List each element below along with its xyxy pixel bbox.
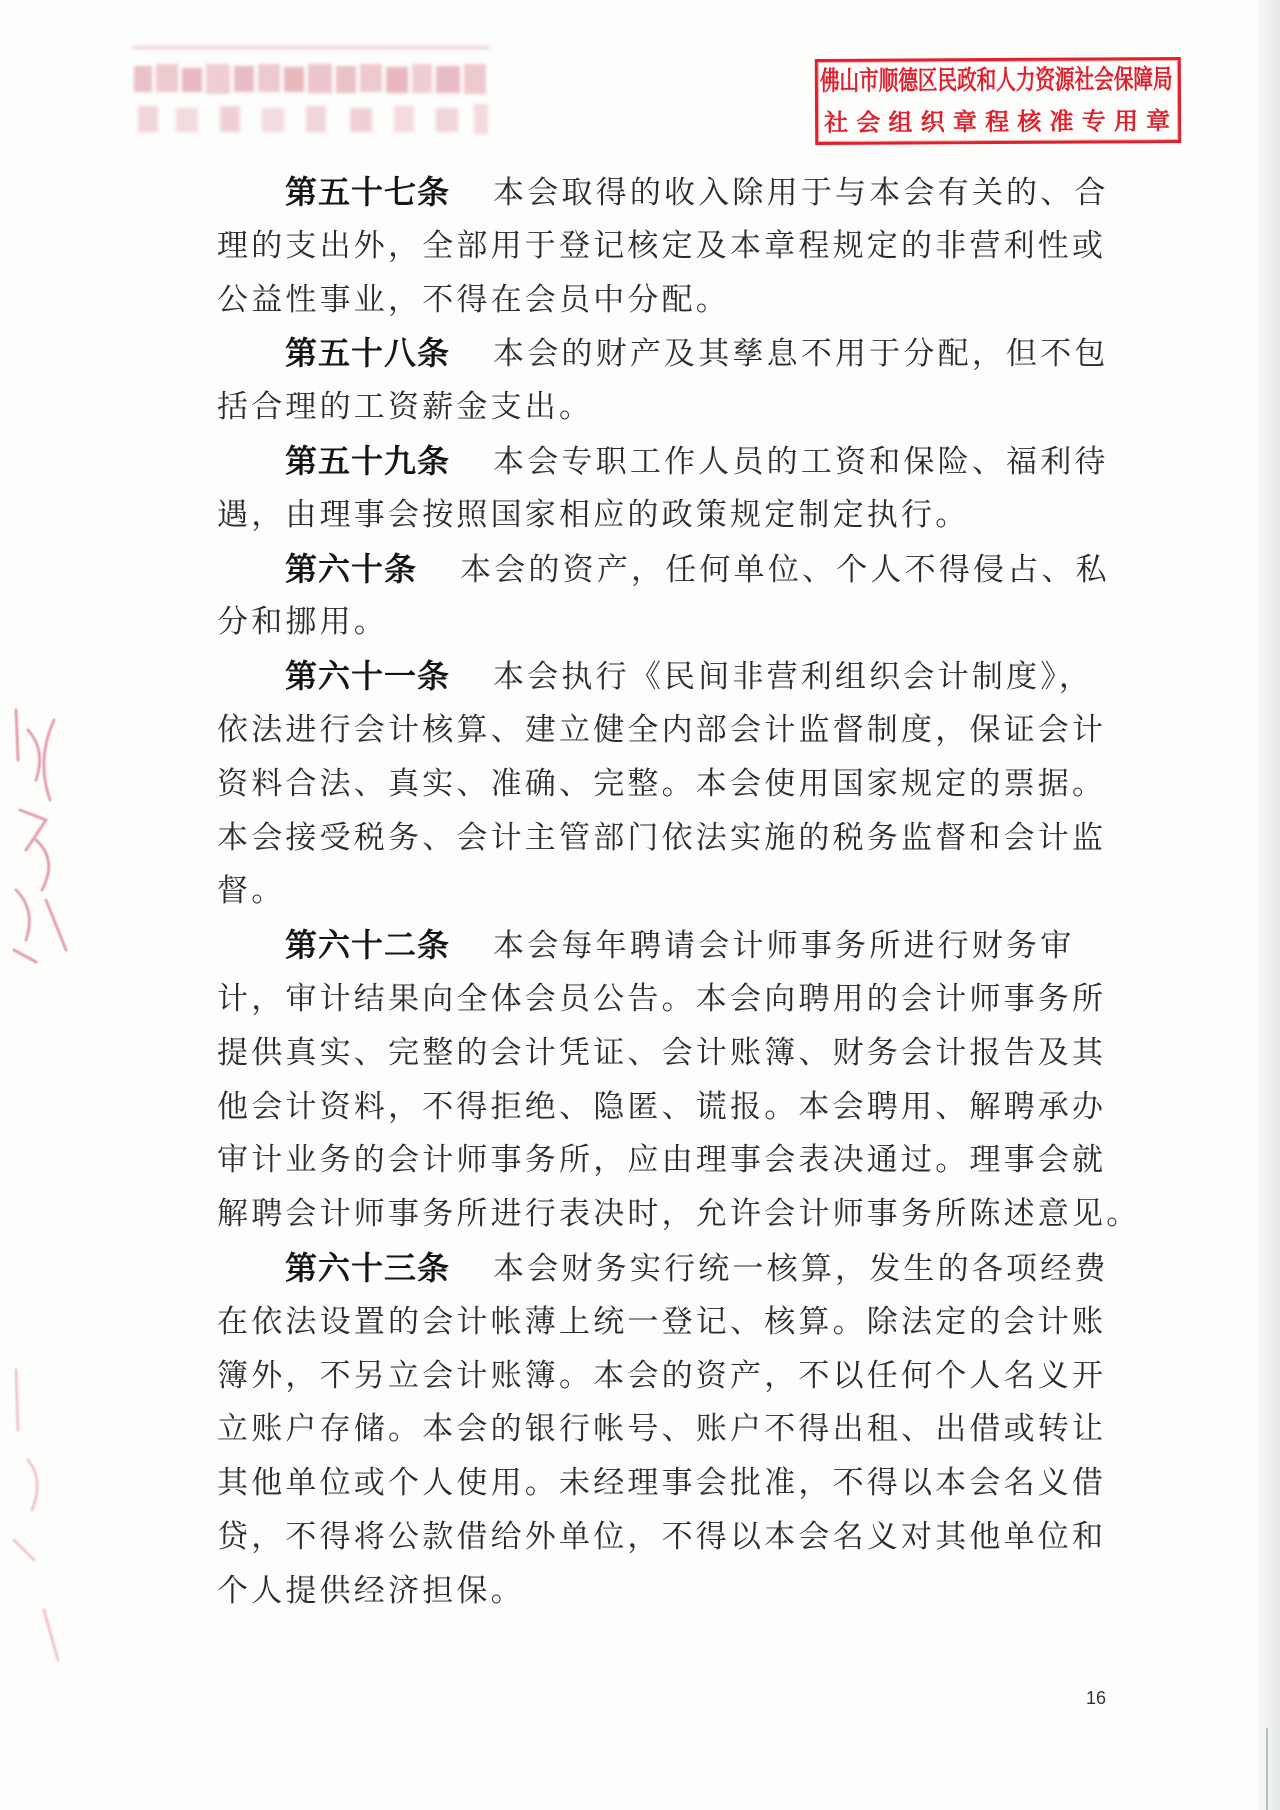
article-61-line-2: 依法进行会计核算、建立健全内部会计监督制度，保证会计: [217, 711, 1107, 748]
article-60-heading: 第六十条: [285, 549, 418, 588]
article-62-heading: 第六十二条: [285, 926, 451, 965]
page-number: 16: [1086, 1688, 1107, 1708]
article-61-line-5: 督。: [217, 873, 286, 910]
article-63-line-4: 立账户存储。本会的银行帐号、账户不得出租、出借或转让: [217, 1411, 1107, 1448]
article-61-heading: 第六十一条: [285, 657, 451, 696]
article-57-line-2: 理的支出外，全部用于登记核定及本章程规定的非营利性或: [217, 227, 1107, 264]
article-58-text: 本会的财产及其孳息不用于分配，但不包: [493, 336, 1109, 373]
article-60-text: 本会的资产，任何单位、个人不得侵占、私: [460, 551, 1110, 588]
article-62-text: 本会每年聘请会计师事务所进行财务审: [493, 928, 1075, 965]
article-59-line-2: 遇，由理事会按照国家相应的政策规定制定执行。: [217, 496, 970, 533]
article-62-line-3: 提供真实、完整的会计凭证、会计账簿、财务会计报告及其: [217, 1034, 1107, 1071]
article-63-heading: 第六十三条: [285, 1248, 451, 1287]
article-60-line-2: 分和挪用。: [217, 604, 388, 641]
article-63-line-2: 在依法设置的会计帐薄上统一登记、核算。除法定的会计账: [217, 1303, 1107, 1340]
article-63-text: 本会财务实行统一核算，发生的各项经费: [493, 1250, 1109, 1287]
article-61-text: 本会执行《民间非营利组织会计制度》，: [493, 659, 1094, 696]
faded-stamp-icon: [128, 44, 494, 150]
article-63-line-3: 簿外，不另立会计账簿。本会的资产，不以任何个人名义开: [217, 1357, 1107, 1394]
article-63-line-1: [217, 1242, 1217, 1296]
article-60-line-1: [217, 543, 1217, 597]
article-58-line-2: 括合理的工资薪金支出。: [217, 389, 594, 426]
margin-seal-trace-icon: [6, 700, 76, 970]
article-57-line-3: 公益性事业，不得在会员中分配。: [217, 281, 730, 318]
scan-edge-shadow: [1258, 0, 1280, 1810]
article-59-text: 本会专职工作人员的工资和保险、福利待: [493, 443, 1109, 480]
article-63-line-7: 个人提供经济担保。: [217, 1572, 525, 1609]
article-58-heading: 第五十八条: [285, 334, 451, 373]
articles-body: [217, 166, 1217, 1619]
article-61-line-3: 资料合法、真实、准确、完整。本会使用国家规定的票据。: [217, 765, 1107, 802]
margin-seal-trace-lower-icon: [4, 1360, 64, 1680]
article-57-heading: 第五十七条: [285, 173, 451, 211]
approval-seal: [815, 57, 1181, 145]
article-63-line-5: 其他单位或个人使用。未经理事会批准，不得以本会名义借: [217, 1465, 1107, 1502]
seal-authority-text: 佛山市顺德区民政和人力资源社会保障局: [819, 63, 1173, 97]
article-59-heading: 第五十九条: [285, 441, 451, 480]
seal-purpose-text: 社会组织章程核准专用章: [824, 107, 1179, 137]
article-63-line-6: 贷，不得将公款借给外单位，不得以本会名义对其他单位和: [217, 1518, 1107, 1555]
article-58-line-1: [217, 327, 1217, 381]
article-59-line-1: [217, 435, 1217, 489]
article-62-line-6: 解聘会计师事务所进行表决时，允许会计师事务所陈述意见。: [217, 1196, 1141, 1233]
article-62-line-4: 他会计资料，不得拒绝、隐匿、谎报。本会聘用、解聘承办: [217, 1088, 1107, 1125]
article-57-text: 本会取得的收入除用于与本会有关的、合: [493, 175, 1109, 211]
article-57-line-1: [217, 166, 1217, 220]
article-62-line-1: [217, 919, 1217, 973]
article-62-line-5: 审计业务的会计师事务所，应由理事会表决通过。理事会就: [217, 1142, 1107, 1179]
article-61-line-1: [217, 650, 1217, 704]
scan-edge-line: [1266, 1728, 1268, 1810]
article-61-line-4: 本会接受税务、会计主管部门依法实施的税务监督和会计监: [217, 819, 1107, 856]
article-62-line-2: 计，审计结果向全体会员公告。本会向聘用的会计师事务所: [217, 980, 1107, 1017]
